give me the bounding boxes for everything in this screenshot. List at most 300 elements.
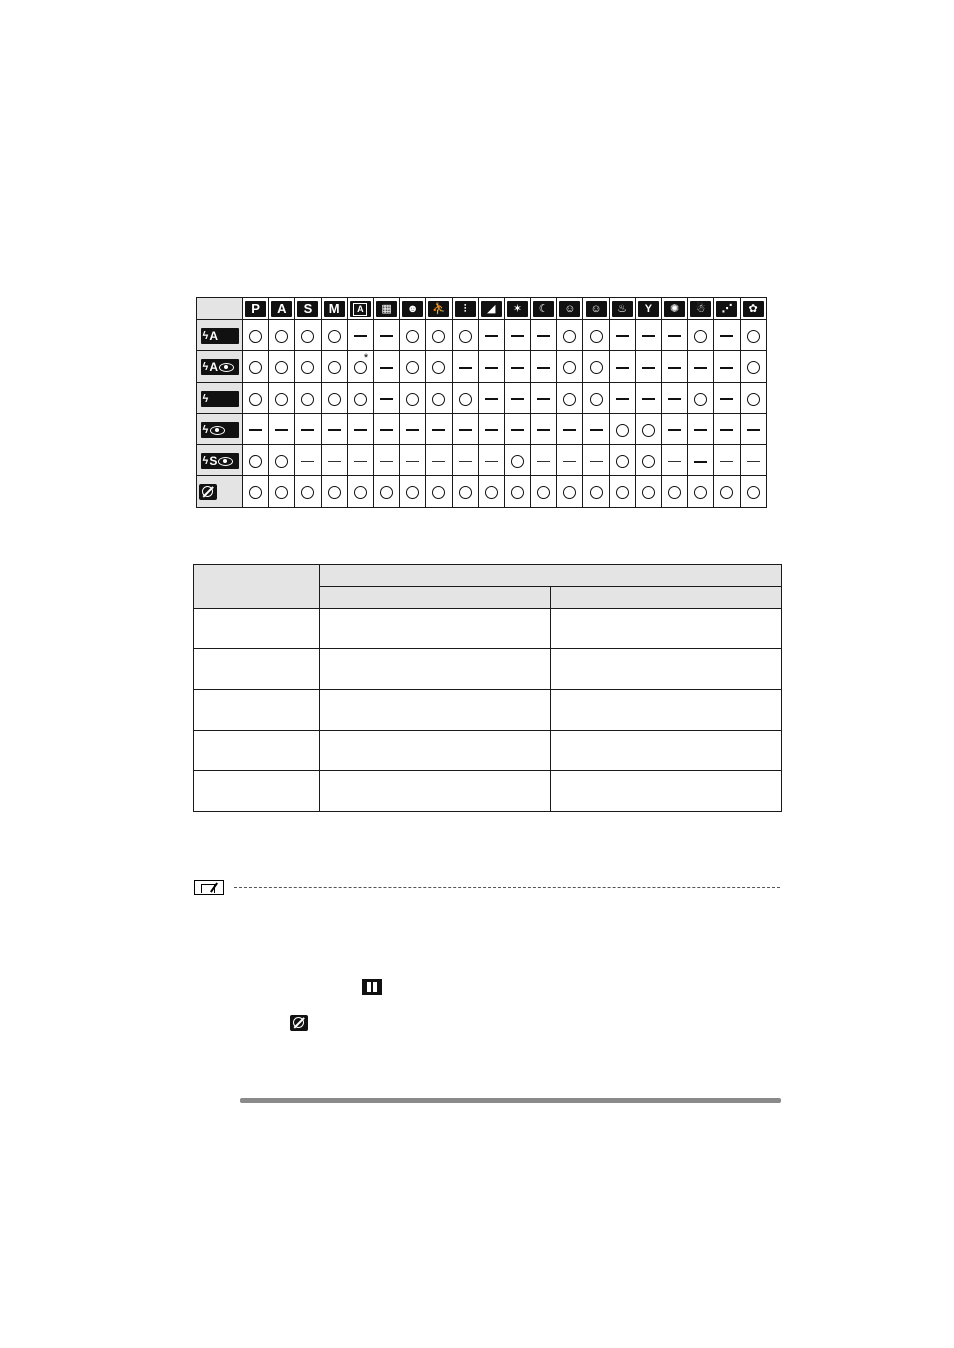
fireworks-icon: ✺ xyxy=(664,301,685,317)
unavailable-dash-icon xyxy=(301,461,314,462)
compatibility-cell xyxy=(373,320,399,351)
compatibility-cell xyxy=(478,445,504,476)
range-table-cell xyxy=(551,690,782,731)
compatibility-cell xyxy=(452,351,478,382)
food-icon: ⫶ xyxy=(455,301,476,317)
unavailable-dash-icon xyxy=(275,429,288,431)
compatibility-cell xyxy=(714,445,740,476)
note-divider xyxy=(234,887,780,888)
compatibility-cell xyxy=(452,445,478,476)
available-circle-icon xyxy=(563,393,576,406)
compatibility-cell xyxy=(269,382,295,413)
unavailable-dash-icon xyxy=(380,367,393,369)
available-circle-icon xyxy=(747,361,760,374)
range-table-cell xyxy=(320,731,551,771)
available-circle-icon xyxy=(249,393,262,406)
flash-off-icon xyxy=(199,484,217,500)
compatibility-cell xyxy=(452,476,478,507)
unavailable-dash-icon xyxy=(354,335,367,337)
unavailable-dash-icon xyxy=(459,461,472,462)
available-circle-icon xyxy=(301,486,314,499)
flash-mode-letter: S xyxy=(209,454,218,469)
compatibility-cell xyxy=(531,413,557,444)
unavailable-dash-icon xyxy=(485,335,498,337)
compatibility-cell xyxy=(295,351,321,382)
lightning-bolt-icon: ϟ xyxy=(202,330,209,343)
available-circle-icon xyxy=(616,424,629,437)
compatibility-cell xyxy=(740,320,766,351)
compatibility-cell xyxy=(714,413,740,444)
party-icon: ♨ xyxy=(612,301,633,317)
compatibility-cell xyxy=(373,351,399,382)
compatibility-cell xyxy=(347,445,373,476)
available-circle-icon xyxy=(406,361,419,374)
range-table-cell xyxy=(320,771,551,812)
compatibility-cell xyxy=(557,445,583,476)
mode-header-cell xyxy=(740,298,766,320)
compatibility-cell xyxy=(295,476,321,507)
mode-header-cell xyxy=(478,298,504,320)
available-circle-icon xyxy=(747,330,760,343)
flash-mode-row xyxy=(197,413,767,444)
available-circle-icon xyxy=(249,486,262,499)
range-table-cell xyxy=(194,609,320,649)
compatibility-cell xyxy=(688,382,714,413)
compatibility-cell xyxy=(321,413,347,444)
available-circle-icon xyxy=(485,486,498,499)
compatibility-cell xyxy=(740,476,766,507)
available-circle-icon xyxy=(694,330,707,343)
compatibility-cell xyxy=(504,382,530,413)
compatibility-cell xyxy=(478,476,504,507)
unavailable-dash-icon xyxy=(432,461,445,462)
unavailable-dash-icon xyxy=(720,429,733,431)
mode-aperture-icon: A xyxy=(271,301,292,317)
lightning-bolt-icon: ϟ xyxy=(202,455,209,468)
available-circle-icon xyxy=(563,330,576,343)
lightning-bolt-icon: ϟ xyxy=(202,424,209,437)
compatibility-cell xyxy=(531,476,557,507)
flash-mode-label-cell xyxy=(197,382,243,413)
mode-header-cell xyxy=(452,298,478,320)
unavailable-dash-icon xyxy=(537,335,550,337)
flash-mode-row xyxy=(197,382,767,413)
available-circle-icon xyxy=(249,330,262,343)
available-circle-icon xyxy=(249,455,262,468)
unavailable-dash-icon xyxy=(537,367,550,369)
compatibility-cell xyxy=(295,382,321,413)
compatibility-cell xyxy=(321,351,347,382)
unavailable-dash-icon xyxy=(590,429,603,431)
flash-compatibility-table xyxy=(196,297,767,508)
compatibility-cell xyxy=(269,445,295,476)
note-icon xyxy=(194,880,224,895)
available-circle-icon xyxy=(275,455,288,468)
available-circle-icon xyxy=(275,393,288,406)
unavailable-dash-icon xyxy=(668,398,681,400)
unavailable-dash-icon xyxy=(485,398,498,400)
compatibility-cell xyxy=(557,476,583,507)
available-circle-icon xyxy=(354,352,369,374)
snow-icon: ☃ xyxy=(690,301,711,317)
compatibility-cell xyxy=(347,382,373,413)
mode-header-cell xyxy=(321,298,347,320)
compatibility-cell xyxy=(583,445,609,476)
mode-manual-icon: M xyxy=(324,301,345,317)
compatibility-cell xyxy=(373,476,399,507)
unavailable-dash-icon xyxy=(747,461,760,462)
compatibility-cell xyxy=(531,445,557,476)
available-circle-icon xyxy=(275,486,288,499)
compatibility-cell xyxy=(426,476,452,507)
flash-mode-row xyxy=(197,445,767,476)
unavailable-dash-icon xyxy=(459,429,472,431)
unavailable-dash-icon xyxy=(380,429,393,431)
compatibility-cell xyxy=(400,413,426,444)
compatibility-cell xyxy=(269,413,295,444)
available-circle-icon xyxy=(432,361,445,374)
unavailable-dash-icon xyxy=(694,429,707,431)
available-circle-icon xyxy=(668,486,681,499)
unavailable-dash-icon xyxy=(668,367,681,369)
available-circle-icon xyxy=(432,486,445,499)
compatibility-cell xyxy=(243,351,269,382)
range-table-cell xyxy=(551,649,782,690)
mode-header-cell xyxy=(400,298,426,320)
compatibility-cell xyxy=(478,320,504,351)
compatibility-cell xyxy=(714,320,740,351)
compatibility-cell xyxy=(635,351,661,382)
unavailable-dash-icon xyxy=(249,429,262,431)
compatibility-cell xyxy=(635,445,661,476)
flash-auto-red-eye-icon xyxy=(201,359,239,375)
mode-header-cell xyxy=(373,298,399,320)
compatibility-cell xyxy=(609,445,635,476)
range-table-subheader-cell xyxy=(551,587,782,609)
available-circle-icon xyxy=(590,361,603,374)
flash-range-table xyxy=(193,564,782,812)
simple-mode-letter: A xyxy=(353,303,367,316)
range-table-cell xyxy=(320,649,551,690)
self-portrait-icon: ✿ xyxy=(743,301,764,317)
unavailable-dash-icon xyxy=(485,461,498,462)
compatibility-cell xyxy=(714,351,740,382)
starry-sky-icon: ⋰ xyxy=(716,301,737,317)
bottom-rule xyxy=(240,1098,781,1103)
compatibility-cell xyxy=(452,413,478,444)
compatibility-cell xyxy=(583,476,609,507)
compatibility-cell xyxy=(504,476,530,507)
mode-header-cell xyxy=(269,298,295,320)
available-circle-icon xyxy=(301,393,314,406)
baby-icon: ☺ xyxy=(559,301,580,317)
compatibility-cell xyxy=(347,320,373,351)
film-icon xyxy=(362,979,382,995)
available-circle-icon xyxy=(642,455,655,468)
flash-mode-label-cell xyxy=(197,351,243,382)
available-circle-icon xyxy=(432,330,445,343)
unavailable-dash-icon xyxy=(380,461,393,462)
flash-mode-row xyxy=(197,320,767,351)
range-table-subheader-cell xyxy=(320,587,551,609)
compatibility-cell xyxy=(426,351,452,382)
unavailable-dash-icon xyxy=(642,398,655,400)
available-circle-icon xyxy=(354,393,367,406)
compatibility-cell xyxy=(557,320,583,351)
available-circle-icon xyxy=(275,330,288,343)
available-circle-icon xyxy=(747,393,760,406)
mode-header-cell xyxy=(531,298,557,320)
unavailable-dash-icon xyxy=(354,429,367,431)
compatibility-cell xyxy=(635,382,661,413)
compatibility-cell xyxy=(583,382,609,413)
simple-mode-icon xyxy=(350,301,371,317)
compatibility-cell xyxy=(478,351,504,382)
unavailable-dash-icon xyxy=(354,461,367,462)
red-eye-icon xyxy=(219,363,234,372)
available-circle-icon xyxy=(642,424,655,437)
compatibility-cell xyxy=(243,445,269,476)
available-circle-icon xyxy=(642,486,655,499)
lightning-bolt-icon: ϟ xyxy=(202,392,209,405)
compatibility-cell xyxy=(714,476,740,507)
mode-header-cell xyxy=(583,298,609,320)
range-table-cell xyxy=(551,609,782,649)
available-circle-icon xyxy=(590,393,603,406)
mode-program-icon: P xyxy=(245,301,266,317)
compatibility-cell xyxy=(347,351,373,382)
range-table-cell xyxy=(194,690,320,731)
mode-shutter-icon: S xyxy=(297,301,318,317)
compatibility-cell xyxy=(452,382,478,413)
mode-header-cell xyxy=(714,298,740,320)
lightning-bolt-icon: ϟ xyxy=(202,361,209,374)
unavailable-dash-icon xyxy=(380,398,393,400)
compatibility-cell xyxy=(373,382,399,413)
compatibility-cell xyxy=(557,413,583,444)
compatibility-cell xyxy=(583,320,609,351)
flash-mode-label-cell xyxy=(197,445,243,476)
available-circle-icon xyxy=(511,486,524,499)
available-circle-icon xyxy=(328,393,341,406)
unavailable-dash-icon xyxy=(511,398,524,400)
available-circle-icon xyxy=(249,361,262,374)
compatibility-cell xyxy=(740,382,766,413)
compatibility-cell xyxy=(635,320,661,351)
unavailable-dash-icon xyxy=(616,367,629,369)
available-circle-icon xyxy=(747,486,760,499)
compatibility-cell xyxy=(295,445,321,476)
unavailable-dash-icon xyxy=(432,429,445,431)
available-circle-icon xyxy=(328,361,341,374)
mode-header-cell xyxy=(557,298,583,320)
compatibility-cell xyxy=(321,382,347,413)
compatibility-cell xyxy=(504,320,530,351)
compatibility-cell xyxy=(321,320,347,351)
available-circle-icon xyxy=(406,486,419,499)
compatibility-cell xyxy=(635,476,661,507)
compatibility-cell xyxy=(400,382,426,413)
available-circle-icon xyxy=(406,393,419,406)
flash-auto-icon xyxy=(201,328,239,344)
compatibility-cell xyxy=(373,445,399,476)
compatibility-cell xyxy=(740,413,766,444)
available-circle-icon xyxy=(328,330,341,343)
range-table-cell xyxy=(194,771,320,812)
available-circle-icon xyxy=(694,486,707,499)
unavailable-dash-icon xyxy=(511,367,524,369)
compatibility-cell xyxy=(609,382,635,413)
available-circle-icon xyxy=(563,486,576,499)
available-circle-icon xyxy=(590,486,603,499)
compatibility-cell xyxy=(714,382,740,413)
mode-header-cell xyxy=(295,298,321,320)
compatibility-cell xyxy=(662,445,688,476)
compatibility-cell xyxy=(662,413,688,444)
compatibility-cell xyxy=(426,445,452,476)
range-table-cell xyxy=(320,609,551,649)
available-circle-icon xyxy=(406,330,419,343)
compatibility-cell xyxy=(400,351,426,382)
compatibility-cell xyxy=(662,476,688,507)
available-circle-icon xyxy=(563,361,576,374)
unavailable-dash-icon xyxy=(616,398,629,400)
mode-header-cell xyxy=(609,298,635,320)
compatibility-cell xyxy=(243,476,269,507)
baby2-icon: ☺ xyxy=(586,301,607,317)
compatibility-cell xyxy=(609,351,635,382)
compatibility-cell xyxy=(688,413,714,444)
compatibility-cell xyxy=(426,320,452,351)
flash-forced-on-icon xyxy=(201,391,239,407)
compatibility-cell xyxy=(688,476,714,507)
range-table-cell xyxy=(551,731,782,771)
compatibility-cell xyxy=(295,413,321,444)
unavailable-dash-icon xyxy=(406,461,419,462)
mode-header-cell xyxy=(688,298,714,320)
compatibility-cell xyxy=(478,382,504,413)
mode-header-cell xyxy=(426,298,452,320)
compatibility-cell xyxy=(740,445,766,476)
range-table-cell xyxy=(551,771,782,812)
mode-header-cell xyxy=(662,298,688,320)
unavailable-dash-icon xyxy=(406,429,419,431)
compatibility-cell xyxy=(504,413,530,444)
compatibility-cell xyxy=(400,320,426,351)
unavailable-dash-icon xyxy=(537,429,550,431)
compatibility-cell xyxy=(609,413,635,444)
compatibility-cell xyxy=(504,445,530,476)
available-circle-icon xyxy=(432,393,445,406)
compatibility-cell xyxy=(504,351,530,382)
mode-header-cell xyxy=(635,298,661,320)
mode-header-cell xyxy=(347,298,373,320)
sports-icon: ⛹ xyxy=(428,301,449,317)
unavailable-dash-icon xyxy=(328,461,341,462)
unavailable-dash-icon xyxy=(590,461,603,462)
compatibility-cell xyxy=(688,351,714,382)
compatibility-cell xyxy=(452,320,478,351)
red-eye-icon xyxy=(210,426,225,435)
range-table-cell xyxy=(194,731,320,771)
available-circle-icon xyxy=(537,486,550,499)
available-circle-icon xyxy=(380,486,393,499)
flash-mode-row xyxy=(197,476,767,507)
available-circle-icon xyxy=(694,393,707,406)
available-circle-icon xyxy=(459,486,472,499)
flash-forced-red-eye-icon xyxy=(201,422,239,438)
compatibility-cell xyxy=(347,413,373,444)
mode-header-cell xyxy=(243,298,269,320)
flash-mode-label-cell xyxy=(197,476,243,507)
unavailable-dash-icon xyxy=(642,335,655,337)
compatibility-cell xyxy=(321,445,347,476)
range-table-header-cell xyxy=(320,565,782,587)
compatibility-cell xyxy=(243,320,269,351)
available-circle-icon xyxy=(275,361,288,374)
scenery-icon: ◢ xyxy=(481,301,502,317)
flash-mode-row xyxy=(197,351,767,382)
compatibility-cell xyxy=(662,320,688,351)
compatibility-cell xyxy=(740,351,766,382)
available-circle-icon xyxy=(720,486,733,499)
compatibility-cell xyxy=(269,320,295,351)
compatibility-cell xyxy=(269,351,295,382)
flash-mode-letter: A xyxy=(209,329,218,344)
red-eye-icon xyxy=(218,457,233,466)
unavailable-dash-icon xyxy=(485,367,498,369)
flash-mode-label-cell xyxy=(197,413,243,444)
compatibility-cell xyxy=(243,413,269,444)
unavailable-dash-icon xyxy=(694,461,707,463)
compatibility-cell xyxy=(347,476,373,507)
unavailable-dash-icon xyxy=(720,398,733,400)
compatibility-cell xyxy=(400,445,426,476)
unavailable-dash-icon xyxy=(720,367,733,369)
unavailable-dash-icon xyxy=(668,429,681,431)
range-table-cell xyxy=(194,649,320,690)
compatibility-cell xyxy=(269,476,295,507)
unavailable-dash-icon xyxy=(642,367,655,369)
compatibility-cell xyxy=(478,413,504,444)
compatibility-cell xyxy=(426,382,452,413)
film-icon: ▦ xyxy=(376,301,397,317)
available-circle-icon xyxy=(459,393,472,406)
unavailable-dash-icon xyxy=(301,429,314,431)
unavailable-dash-icon xyxy=(511,335,524,337)
night-scenery-icon: ☾ xyxy=(533,301,554,317)
compatibility-cell xyxy=(531,320,557,351)
unavailable-dash-icon xyxy=(328,429,341,431)
compatibility-cell xyxy=(373,413,399,444)
unavailable-dash-icon xyxy=(668,461,681,462)
available-circle-icon xyxy=(459,330,472,343)
unavailable-dash-icon xyxy=(459,367,472,369)
available-circle-icon xyxy=(616,486,629,499)
available-circle-icon xyxy=(301,330,314,343)
compatibility-cell xyxy=(662,382,688,413)
unavailable-dash-icon xyxy=(720,335,733,337)
compatibility-cell xyxy=(635,413,661,444)
unavailable-dash-icon xyxy=(563,461,576,462)
night-portrait-icon: ✶ xyxy=(507,301,528,317)
unavailable-dash-icon xyxy=(694,367,707,369)
unavailable-dash-icon xyxy=(537,461,550,462)
compatibility-cell xyxy=(243,382,269,413)
range-table-corner-cell xyxy=(194,565,320,609)
flash-off-icon xyxy=(290,1015,308,1031)
available-circle-icon xyxy=(301,361,314,374)
